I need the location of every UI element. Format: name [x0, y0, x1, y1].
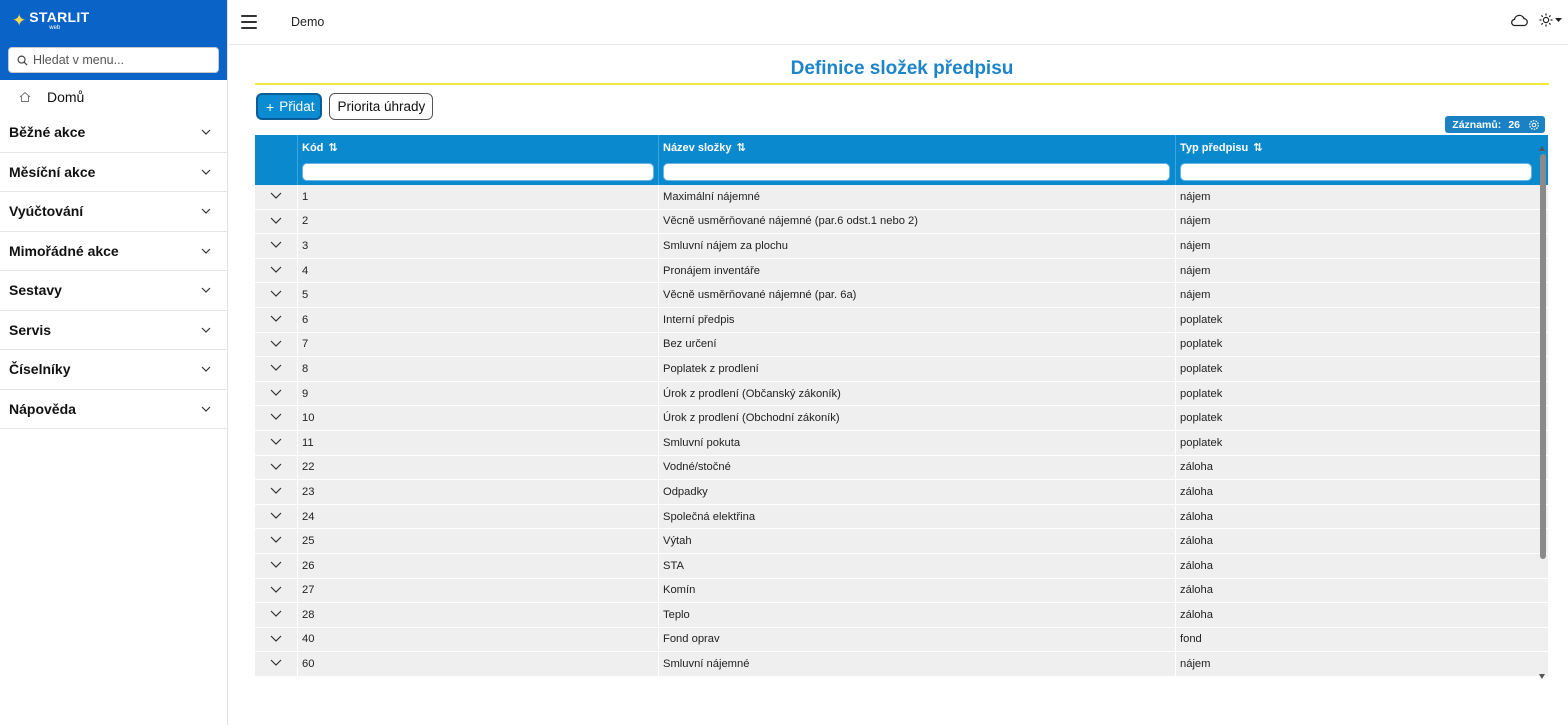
- cell-name: Fond oprav: [658, 628, 1175, 652]
- hamburger-icon[interactable]: [241, 15, 257, 29]
- star-icon: ✦: [12, 10, 27, 30]
- cell-type: záloha: [1175, 480, 1536, 504]
- cell-type: nájem: [1175, 652, 1536, 676]
- chevron-down-icon: [201, 327, 211, 333]
- cell-code: 8: [297, 357, 658, 381]
- cell-type: nájem: [1175, 210, 1536, 234]
- cell-type: poplatek: [1175, 431, 1536, 455]
- cell-name: Odpadky: [658, 480, 1175, 504]
- cell-type: záloha: [1175, 529, 1536, 553]
- sidebar-item-6[interactable]: [0, 350, 227, 390]
- cell-code: 11: [297, 431, 658, 455]
- table-row[interactable]: [255, 406, 1548, 431]
- cell-code: 27: [297, 579, 658, 603]
- sort-type[interactable]: Typ předpisu ⇅: [1180, 141, 1263, 154]
- column-header-type: [1175, 135, 1536, 185]
- sidebar-item-5[interactable]: [0, 311, 227, 351]
- cell-type: záloha: [1175, 603, 1536, 627]
- sidebar-item-label: Domů: [47, 88, 85, 105]
- chevron-down-icon[interactable]: [270, 635, 282, 642]
- cell-code: 22: [297, 456, 658, 480]
- chevron-down-icon[interactable]: [270, 561, 282, 568]
- records-label: Záznamů:: [1452, 118, 1502, 131]
- sidebar: [0, 0, 228, 725]
- filter-name-input[interactable]: [663, 163, 1170, 181]
- payment-priority-button[interactable]: Priorita úhrady: [329, 93, 433, 120]
- cell-type: nájem: [1175, 234, 1536, 258]
- cell-name: Poplatek z prodlení: [658, 357, 1175, 381]
- cell-code: 28: [297, 603, 658, 627]
- sidebar-item-label: Číselníky: [9, 361, 71, 378]
- cell-type: nájem: [1175, 283, 1536, 307]
- chevron-down-icon[interactable]: [270, 463, 282, 470]
- chevron-down-icon[interactable]: [270, 266, 282, 273]
- sidebar-item-2[interactable]: [0, 192, 227, 232]
- cloud-icon[interactable]: [1510, 13, 1529, 27]
- chevron-down-icon[interactable]: [270, 413, 282, 420]
- sidebar-item-label: Servis: [9, 321, 52, 338]
- chevron-down-icon: [201, 129, 211, 135]
- cell-code: 25: [297, 529, 658, 553]
- sidebar-item-0[interactable]: [0, 113, 227, 153]
- cell-code: 6: [297, 308, 658, 332]
- cell-name: Výtah: [658, 529, 1175, 553]
- sidebar-item-label: Běžné akce: [9, 124, 86, 141]
- cell-type: fond: [1175, 628, 1536, 652]
- sort-icon: ⇅: [736, 142, 746, 154]
- chevron-down-icon[interactable]: [270, 536, 282, 543]
- sidebar-item-home[interactable]: [0, 80, 227, 113]
- cell-type: záloha: [1175, 579, 1536, 603]
- sort-code[interactable]: Kód ⇅: [302, 141, 338, 154]
- home-icon: [19, 91, 31, 103]
- chevron-down-icon: [201, 287, 211, 293]
- table-row[interactable]: [255, 283, 1548, 308]
- cell-type: poplatek: [1175, 382, 1536, 406]
- cell-type: poplatek: [1175, 357, 1536, 381]
- gear-icon[interactable]: [1528, 119, 1540, 131]
- theme-toggle[interactable]: [1539, 13, 1562, 27]
- search-icon: [17, 55, 28, 66]
- records-badge: [1445, 116, 1545, 133]
- brand-logo[interactable]: [0, 0, 227, 40]
- chevron-down-icon: [201, 208, 211, 214]
- cell-code: 1: [297, 185, 658, 209]
- sidebar-item-label: Nápověda: [9, 400, 76, 417]
- table-row[interactable]: [255, 579, 1548, 604]
- chevron-down-icon[interactable]: [270, 315, 282, 322]
- sidebar-item-3[interactable]: [0, 232, 227, 272]
- chevron-down-icon[interactable]: [270, 192, 282, 199]
- sidebar-item-1[interactable]: [0, 153, 227, 193]
- cell-code: 40: [297, 628, 658, 652]
- chevron-down-icon[interactable]: [270, 290, 282, 297]
- chevron-down-icon[interactable]: [270, 586, 282, 593]
- cell-type: poplatek: [1175, 333, 1536, 357]
- table-row[interactable]: [255, 431, 1548, 456]
- table-row[interactable]: [255, 628, 1548, 653]
- chevron-down-icon: [201, 248, 211, 254]
- sidebar-item-label: Sestavy: [9, 282, 62, 299]
- table-row[interactable]: [255, 480, 1548, 505]
- cell-code: 7: [297, 333, 658, 357]
- table-row[interactable]: [255, 456, 1548, 481]
- table-scrollbar[interactable]: [1539, 146, 1547, 679]
- add-button[interactable]: [256, 93, 322, 120]
- sidebar-item-label: Měsíční akce: [9, 163, 96, 180]
- sidebar-item-label: Mimořádné akce: [9, 242, 119, 259]
- chevron-down-icon: [201, 169, 211, 175]
- column-header-code: [297, 135, 658, 185]
- chevron-down-icon[interactable]: [270, 487, 282, 494]
- table-row[interactable]: [255, 505, 1548, 530]
- cell-name: Teplo: [658, 603, 1175, 627]
- plus-icon: +: [266, 98, 275, 115]
- cell-name: Smluvní pokuta: [658, 431, 1175, 455]
- sort-icon: ⇅: [328, 142, 338, 154]
- cell-type: poplatek: [1175, 308, 1536, 332]
- chevron-down-icon: [201, 406, 211, 412]
- cell-code: 3: [297, 234, 658, 258]
- cell-name: Komín: [658, 579, 1175, 603]
- cell-type: záloha: [1175, 554, 1536, 578]
- search-input[interactable]: [33, 53, 213, 67]
- chevron-down-icon[interactable]: [270, 659, 282, 666]
- cell-name: STA: [658, 554, 1175, 578]
- cell-name: Úrok z prodlení (Obchodní zákoník): [658, 406, 1175, 430]
- table-row[interactable]: [255, 308, 1548, 333]
- column-header-name: [658, 135, 1175, 185]
- search-box: [8, 47, 219, 73]
- cell-code: 5: [297, 283, 658, 307]
- table-header: [255, 135, 1548, 185]
- cell-code: 23: [297, 480, 658, 504]
- breadcrumb[interactable]: Demo: [291, 15, 325, 29]
- page-title: Definice složek předpisu: [255, 58, 1549, 85]
- cell-name: Interní předpis: [658, 308, 1175, 332]
- sun-icon: [1539, 13, 1553, 27]
- main-content: [229, 46, 1568, 725]
- cell-name: Věcně usměrňované nájemné (par.6 odst.1 nebo 2): [658, 210, 1175, 234]
- table-row[interactable]: [255, 357, 1548, 382]
- table-row[interactable]: [255, 652, 1548, 677]
- data-table: [255, 135, 1548, 680]
- cell-type: nájem: [1175, 259, 1536, 283]
- add-button-label: Přidat: [279, 99, 315, 114]
- cell-name: Maximální nájemné: [658, 185, 1175, 209]
- table-row[interactable]: [255, 185, 1548, 210]
- sidebar-item-label: Vyúčtování: [9, 203, 84, 220]
- brand-name: STARLIT: [29, 8, 90, 25]
- filter-type-input[interactable]: [1180, 163, 1532, 181]
- cell-code: 26: [297, 554, 658, 578]
- chevron-down-icon[interactable]: [270, 389, 282, 396]
- chevron-down-icon: [201, 366, 211, 372]
- cell-code: 60: [297, 652, 658, 676]
- chevron-down-icon[interactable]: [270, 340, 282, 347]
- table-row[interactable]: [255, 382, 1548, 407]
- cell-code: 2: [297, 210, 658, 234]
- caret-down-icon: [1555, 18, 1562, 23]
- cell-type: záloha: [1175, 505, 1536, 529]
- table-row[interactable]: [255, 529, 1548, 554]
- chevron-down-icon[interactable]: [270, 364, 282, 371]
- table-row[interactable]: [255, 259, 1548, 284]
- chevron-down-icon[interactable]: [270, 610, 282, 617]
- cell-name: Úrok z prodlení (Občanský zákoník): [658, 382, 1175, 406]
- table-row[interactable]: [255, 554, 1548, 579]
- cell-name: Společná elektřina: [658, 505, 1175, 529]
- cell-name: Vodné/stočné: [658, 456, 1175, 480]
- cell-type: záloha: [1175, 456, 1536, 480]
- chevron-down-icon[interactable]: [270, 512, 282, 519]
- cell-name: Bez určení: [658, 333, 1175, 357]
- topbar: [229, 0, 1568, 45]
- sort-icon: ⇅: [1253, 142, 1263, 154]
- cell-code: 9: [297, 382, 658, 406]
- chevron-down-icon[interactable]: [270, 438, 282, 445]
- table-row[interactable]: [255, 603, 1548, 628]
- cell-name: Smluvní nájemné: [658, 652, 1175, 676]
- cell-type: nájem: [1175, 185, 1536, 209]
- table-row[interactable]: [255, 234, 1548, 259]
- records-count: 26: [1508, 118, 1520, 131]
- cell-code: 10: [297, 406, 658, 430]
- cell-type: poplatek: [1175, 406, 1536, 430]
- brand-sub: web: [49, 24, 61, 31]
- chevron-down-icon[interactable]: [270, 241, 282, 248]
- sidebar-item-4[interactable]: [0, 271, 227, 311]
- cell-name: Pronájem inventáře: [658, 259, 1175, 283]
- table-row[interactable]: [255, 333, 1548, 358]
- sort-name[interactable]: Název složky ⇅: [663, 141, 746, 154]
- cell-name: Smluvní nájem za plochu: [658, 234, 1175, 258]
- chevron-down-icon[interactable]: [270, 217, 282, 224]
- cell-name: Věcně usměrňované nájemné (par. 6a): [658, 283, 1175, 307]
- menu-search: [0, 40, 227, 80]
- filter-code-input[interactable]: [302, 163, 654, 181]
- table-body: [255, 185, 1548, 677]
- table-row[interactable]: [255, 210, 1548, 235]
- cell-code: 4: [297, 259, 658, 283]
- sidebar-item-7[interactable]: [0, 390, 227, 430]
- cell-code: 24: [297, 505, 658, 529]
